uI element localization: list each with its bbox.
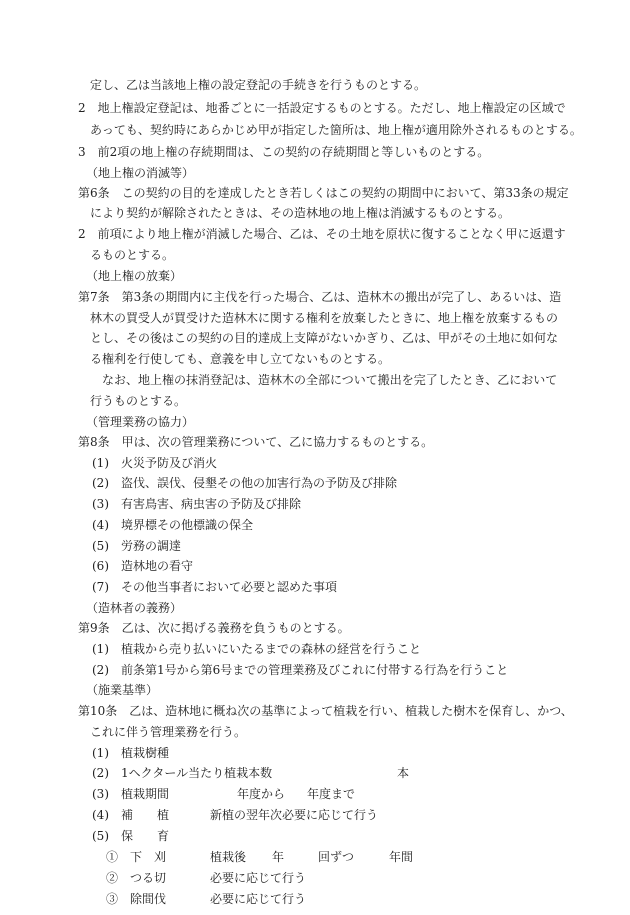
list-item: (1) 植栽から売り払いにいたるまでの森林の経営を行うこと <box>92 642 422 656</box>
text-line: 3 前2項の地上権の存続期間は、この契約の存続期間と等しいものとする。 <box>78 145 490 159</box>
list-item: (4) 境界標その他標識の保全 <box>92 518 253 532</box>
text-line: る権利を行使しても、意義を申し立てないものとする。 <box>90 352 391 366</box>
list-item: (4) 補 植 <box>92 808 169 822</box>
section-heading: （造林者の義務） <box>86 601 183 615</box>
blank-field-label: 年度から <box>237 787 286 801</box>
article-line: 第6条 この契約の目的を達成したとき若しくはこの契約の期間中において、第33条の規定 <box>78 186 569 200</box>
sub-list-item: ③ 除間伐 <box>106 892 167 906</box>
text-line: 行うものとする。 <box>90 394 187 408</box>
text-line: 林木の買受人が買受けた造林木に関する権利を放棄したときに、地上権を放棄するもの <box>90 311 559 325</box>
text-line: 2 前項により地上権が消滅した場合、乙は、その土地を原状に復することなく甲に返還す <box>78 227 566 241</box>
list-item: (6) 造林地の看守 <box>92 559 193 573</box>
article-line: 第10条 乙は、造林地に概ね次の基準によって植栽を行い、植栽した樹木を保育し、かつ、 <box>78 704 573 718</box>
section-heading: （地上権の放棄） <box>86 269 183 283</box>
list-item-value: 必要に応じて行う <box>210 892 307 906</box>
list-item-value: 新植の翌年次必要に応じて行う <box>210 808 379 822</box>
list-item: (7) その他当事者において必要と認めた事項 <box>92 580 337 594</box>
blank-field-label: 年 <box>272 850 285 864</box>
article-line: 第8条 甲は、次の管理業務について、乙に協力するものとする。 <box>78 435 434 449</box>
text-line: 定し、乙は当該地上権の設定登記の手続きを行うものとする。 <box>90 78 427 92</box>
text-line: 2 地上権設定登記は、地番ごとに一括設定するものとする。ただし、地上権設定の区域で <box>78 101 566 115</box>
list-item: (3) 植栽期間 <box>92 787 169 801</box>
list-item: (1) 植栽樹種 <box>92 746 169 760</box>
list-item: (2) 1ヘクタール当たり植栽本数 <box>92 766 273 780</box>
text-line: これに伴う管理業務を行う。 <box>90 725 247 739</box>
text-line: とし、その後はこの契約の目的達成上支障がないかぎり、乙は、甲がその土地に如何な <box>90 331 559 345</box>
blank-field-label: 植栽後 <box>210 850 247 864</box>
sub-list-item: ① 下 刈 <box>106 850 167 864</box>
blank-field-label: 年間 <box>389 850 414 864</box>
section-heading: （管理業務の協力） <box>86 415 195 429</box>
blank-field-label: 年度まで <box>307 787 356 801</box>
list-item: (1) 火災予防及び消火 <box>92 456 217 470</box>
text-line: により契約が解除されたときは、その造林地の地上権は消滅するものとする。 <box>90 206 511 220</box>
list-item: (3) 有害鳥害、病虫害の予防及び排除 <box>92 497 301 511</box>
text-line: あっても、契約時にあらかじめ甲が指定した箇所は、地上権が適用除外されるものとする。 <box>90 123 582 137</box>
list-item: (5) 保 育 <box>92 829 169 843</box>
blank-field-unit: 本 <box>397 766 410 780</box>
sub-list-item: ② つる切 <box>106 871 167 885</box>
text-line: るものとする。 <box>90 248 175 262</box>
list-item-value: 必要に応じて行う <box>210 871 307 885</box>
text-line: なお、地上権の抹消登記は、造林木の全部について搬出を完了したとき、乙において <box>102 373 558 387</box>
section-heading: （地上権の消滅等） <box>86 166 195 180</box>
article-line: 第7条 第3条の期間内に主伐を行った場合、乙は、造林木の搬出が完了し、あるいは、造 <box>78 290 562 304</box>
section-heading: （施業基準） <box>86 683 159 697</box>
list-item: (2) 盗伐、誤伐、侵墾その他の加害行為の予防及び排除 <box>92 476 398 490</box>
list-item: (5) 労務の調達 <box>92 539 181 553</box>
article-line: 第9条 乙は、次に掲げる義務を負うものとする。 <box>78 621 350 635</box>
list-item: (2) 前条第1号から第6号までの管理業務及びこれに付帯する行為を行うこと <box>92 663 509 677</box>
blank-field-label: 回ずつ <box>318 850 355 864</box>
